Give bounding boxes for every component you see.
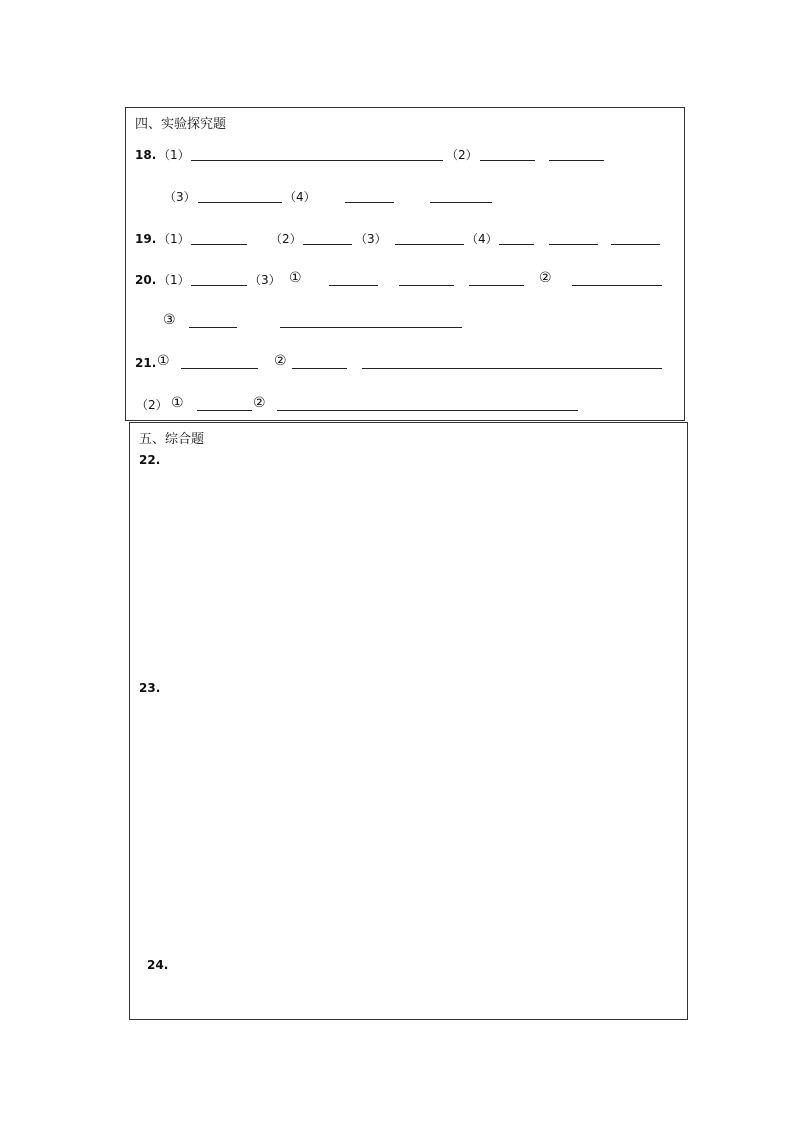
- q19-part1-blank[interactable]: [191, 244, 247, 245]
- q19-part2-label: （2）: [270, 232, 302, 246]
- section5-heading: 五、综合题: [139, 432, 205, 447]
- q18-part2-blank-a[interactable]: [480, 160, 535, 161]
- q20-blank-3a[interactable]: [189, 327, 237, 328]
- q18-part3-label: （3）: [164, 190, 196, 204]
- comprehensive-section-box: [129, 422, 688, 1020]
- q21-circle-1: ①: [157, 353, 170, 369]
- q20-part1-blank[interactable]: [191, 285, 247, 286]
- q20-circle-1: ①: [289, 270, 302, 286]
- q19-part3-blank[interactable]: [395, 244, 464, 245]
- q20-blank-2[interactable]: [572, 285, 662, 286]
- q18-part1-label: （1）: [158, 148, 190, 162]
- q19-part4-label: （4）: [466, 232, 498, 246]
- q18-part1-blank[interactable]: [191, 160, 443, 161]
- q18-part3-blank[interactable]: [198, 202, 282, 203]
- q21-part2-blank-2[interactable]: [277, 410, 578, 411]
- q20-circle-3: ③: [163, 312, 176, 328]
- section4-heading: 四、实验探究题: [135, 117, 227, 132]
- q18-part4-blank-a[interactable]: [345, 202, 394, 203]
- q21-part2-circle-1: ①: [171, 395, 184, 411]
- q23-number: 23.: [139, 681, 161, 695]
- q18-part4-blank-b[interactable]: [430, 202, 492, 203]
- q19-part4-blank-b[interactable]: [549, 244, 598, 245]
- q20-blank-1c[interactable]: [469, 285, 524, 286]
- q21-part2-blank-1[interactable]: [197, 410, 252, 411]
- q20-circle-2: ②: [539, 270, 552, 286]
- q21-blank-1[interactable]: [181, 368, 258, 369]
- q18-part2-blank-b[interactable]: [549, 160, 604, 161]
- q19-part2-blank[interactable]: [303, 244, 352, 245]
- q20-blank-1b[interactable]: [399, 285, 454, 286]
- q19-part3-label: （3）: [355, 232, 387, 246]
- q21-circle-2: ②: [274, 353, 287, 369]
- q21-number: 21.: [135, 356, 157, 370]
- q20-blank-1a[interactable]: [329, 285, 378, 286]
- q19-part4-blank-c[interactable]: [611, 244, 660, 245]
- q21-blank-2b[interactable]: [362, 368, 662, 369]
- q19-part1-label: （1）: [158, 232, 190, 246]
- q20-number: 20.: [135, 273, 157, 287]
- q19-number: 19.: [135, 232, 157, 246]
- q20-part1-label: （1）: [158, 273, 190, 287]
- experiment-section-box: [125, 107, 685, 421]
- q20-blank-3b[interactable]: [280, 327, 462, 328]
- q21-blank-2a[interactable]: [292, 368, 347, 369]
- q19-part4-blank-a[interactable]: [499, 244, 534, 245]
- q24-number: 24.: [147, 958, 169, 972]
- q21-part2-label: （2）: [136, 398, 168, 412]
- q18-part4-label: （4）: [284, 190, 316, 204]
- q22-number: 22.: [139, 453, 161, 467]
- q18-part2-label: （2）: [446, 148, 478, 162]
- q20-part3-label: （3）: [249, 273, 281, 287]
- q21-part2-circle-2: ②: [253, 395, 266, 411]
- q18-number: 18.: [135, 148, 157, 162]
